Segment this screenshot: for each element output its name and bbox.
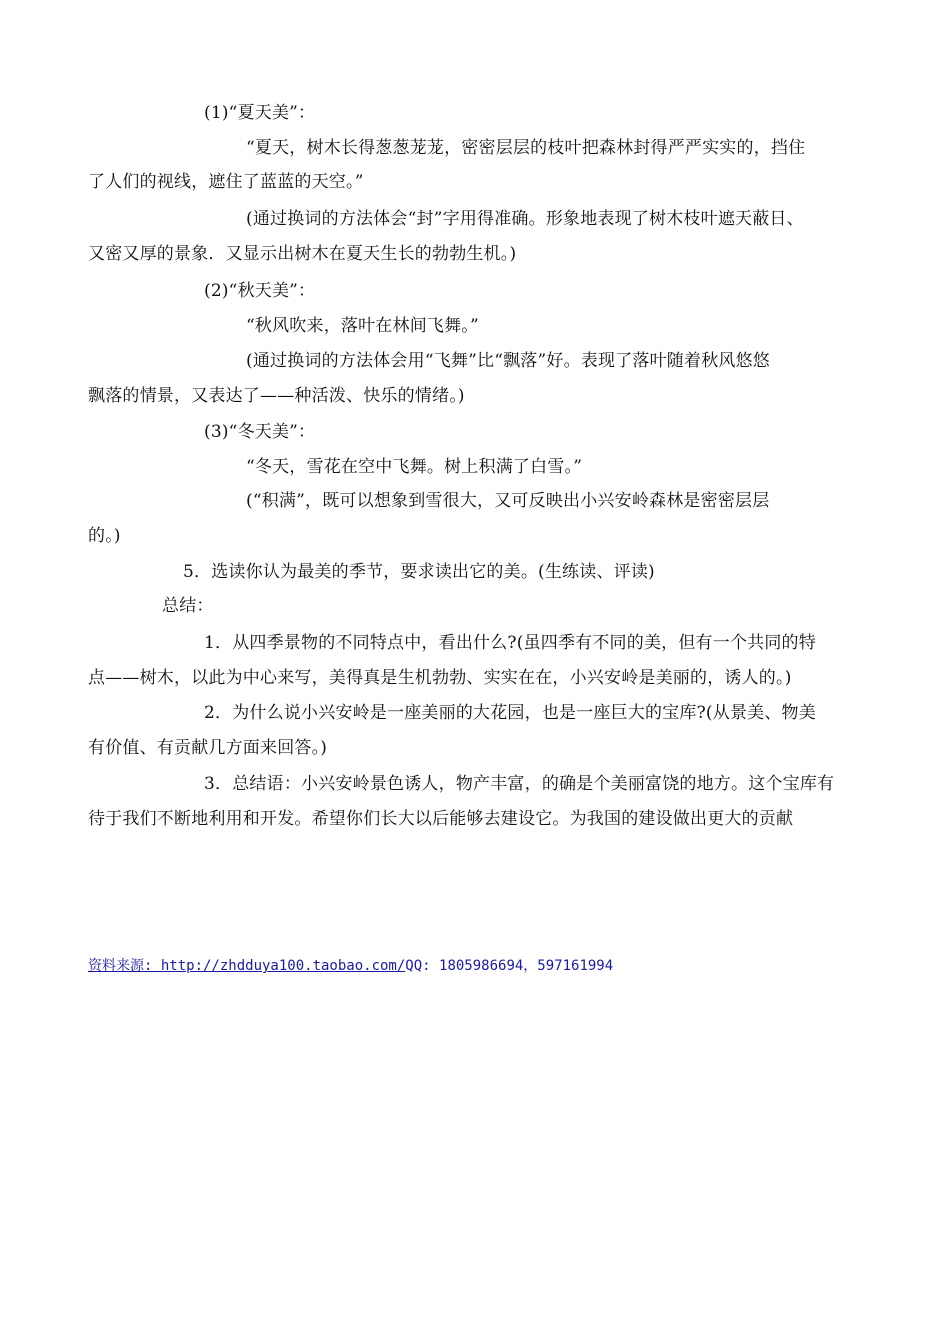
summary-3-line2: 待于我们不断地利用和开发。希望你们长大以后能够去建设它。为我国的建设做出更大的贡献 [88,809,794,829]
heading-summer: (1)“夏天美”： [204,103,316,123]
note-winter-line1: (“积满”，既可以想象到雪很大，又可反映出小兴安岭森林是密密层层 [246,491,770,511]
summary-2-line2: 有价值、有贡献几方面来回答。) [88,738,328,758]
note-summer-line2: 又密又厚的景象．又显示出树木在夏天生长的勃勃生机。) [88,244,517,264]
note-autumn-line2: 飘落的情景，又表达了——种活泼、快乐的情绪。) [88,386,465,406]
note-summer-line1: (通过换词的方法体会“封”字用得准确。形象地表现了树木枝叶遮天蔽日、 [246,209,804,229]
quote-winter: “冬天，雪花在空中飞舞。树上积满了白雪。” [246,457,583,477]
step-5: 5．选读你认为最美的季节，要求读出它的美。(生练读、评读) [183,562,655,582]
source-link[interactable]: 资料来源: http://zhdduya100.taobao.com/ [88,958,406,974]
quote-summer-line2: 了人们的视线，遮住了蓝蓝的天空。” [88,172,364,192]
heading-winter: (3)“冬天美”： [204,422,316,442]
summary-1-line1: 1．从四季景物的不同特点中，看出什么?(虽四季有不同的美，但有一个共同的特 [204,633,816,653]
qq-contact: QQ: 1805986694，597161994 [405,958,614,974]
quote-autumn: “秋风吹来，落叶在林间飞舞。” [246,316,479,336]
summary-heading: 总结： [162,596,214,616]
summary-3-line1: 3．总结语：小兴安岭景色诱人，物产丰富，的确是个美丽富饶的地方。这个宝库有 [204,774,835,794]
quote-summer-line1: “夏天，树木长得葱葱茏茏，密密层层的枝叶把森林封得严严实实的，挡住 [246,138,806,158]
summary-2-line1: 2．为什么说小兴安岭是一座美丽的大花园，也是一座巨大的宝库?(从景美、物美 [204,703,816,723]
note-winter-line2: 的。) [88,526,121,546]
heading-autumn: (2)“秋天美”： [204,281,316,301]
source-footer [88,956,613,976]
note-autumn-line1: (通过换词的方法体会用“飞舞”比“飘落”好。表现了落叶随着秋风悠悠 [246,351,770,371]
summary-1-line2: 点——树木，以此为中心来写，美得真是生机勃勃、实实在在，小兴安岭是美丽的，诱人的。) [88,668,792,688]
